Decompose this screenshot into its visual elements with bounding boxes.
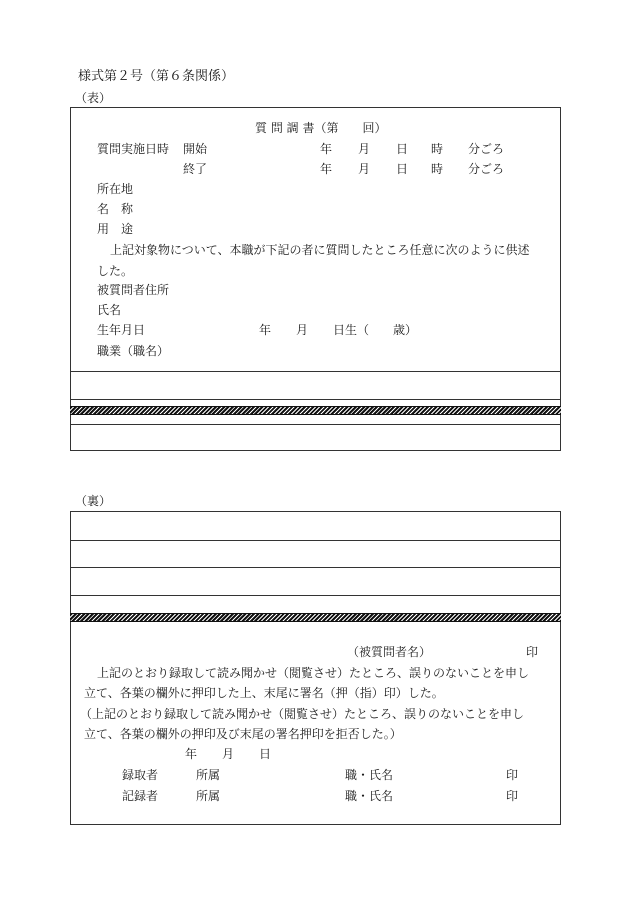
record-month-unit: 月: [222, 747, 235, 761]
back-side-label: （裏）: [75, 494, 112, 508]
back-row-divider: [70, 540, 561, 541]
statement-line-2: した。: [97, 264, 134, 278]
front-row-divider: [70, 371, 561, 372]
end-year-unit: 年: [320, 162, 333, 176]
recorder-affiliation-label: 所属: [196, 768, 221, 782]
scribe-affiliation-label: 所属: [196, 789, 221, 803]
start-month-unit: 月: [358, 142, 371, 156]
occupation-label: 職業（職名）: [97, 344, 170, 358]
front-side-label: （表）: [75, 91, 112, 105]
front-row-divider: [70, 399, 561, 400]
birth-month-unit: 月: [296, 323, 309, 337]
respondent-seal-mark: 印: [526, 645, 539, 659]
acknowledgment-line-1: 上記のとおり録取して読み聞かせ（閲覧させ）たところ、誤りのないことを申し: [97, 666, 530, 680]
twisted-rope-divider: [70, 613, 561, 622]
recorder-seal-mark: 印: [506, 768, 519, 782]
respondent-name-caption: （被質問者名）: [347, 645, 432, 659]
facility-use-label: 用 途: [97, 222, 134, 236]
recorder-title-name-label: 職・氏名: [345, 768, 394, 782]
birth-year-unit: 年: [259, 323, 272, 337]
end-month-unit: 月: [358, 162, 371, 176]
start-day-unit: 日: [396, 142, 409, 156]
statement-line-1: 上記対象物について、本職が下記の者に質問したところ任意に次のように供述: [110, 243, 530, 257]
front-row-divider: [70, 424, 561, 425]
start-year-unit: 年: [320, 142, 333, 156]
scribe-seal-mark: 印: [506, 789, 519, 803]
birth-day-age: 日生（ 歳）: [333, 323, 418, 337]
acknowledgment-line-2: 立て、各葉の欄外に押印した上、末尾に署名（押（指）印）した。: [84, 686, 444, 700]
refusal-line-1: （上記のとおり録取して読み聞かせ（閲覧させ）たところ、誤りのないことを申し: [80, 707, 525, 721]
datetime-label: 質問実施日時: [97, 142, 170, 156]
form-number: 様式第２号（第６条関係）: [78, 69, 235, 84]
location-label: 所在地: [97, 182, 134, 196]
end-minute-unit: 分ごろ: [468, 162, 505, 176]
facility-name-label: 名 称: [97, 202, 134, 216]
record-day-unit: 日: [259, 747, 272, 761]
respondent-name-label: 氏名: [97, 303, 122, 317]
scribe-title-name-label: 職・氏名: [345, 789, 394, 803]
back-row-divider: [70, 595, 561, 596]
start-label: 開始: [183, 142, 208, 156]
end-hour-unit: 時: [431, 162, 444, 176]
refusal-line-2: 立て、各葉の欄外の押印及び末尾の署名押印を拒否した。）: [84, 727, 402, 741]
recorder-label: 録取者: [122, 768, 159, 782]
start-hour-unit: 時: [431, 142, 444, 156]
back-row-divider: [70, 567, 561, 568]
respondent-address-label: 被質問者住所: [97, 283, 170, 297]
birthdate-label: 生年月日: [97, 323, 146, 337]
twisted-rope-divider: [70, 406, 561, 415]
end-label: 終了: [183, 162, 208, 176]
end-day-unit: 日: [396, 162, 409, 176]
start-minute-unit: 分ごろ: [468, 142, 505, 156]
scribe-label: 記録者: [122, 789, 159, 803]
record-year-unit: 年: [185, 747, 198, 761]
form-title: 質 問 調 書（第 回）: [255, 121, 387, 135]
